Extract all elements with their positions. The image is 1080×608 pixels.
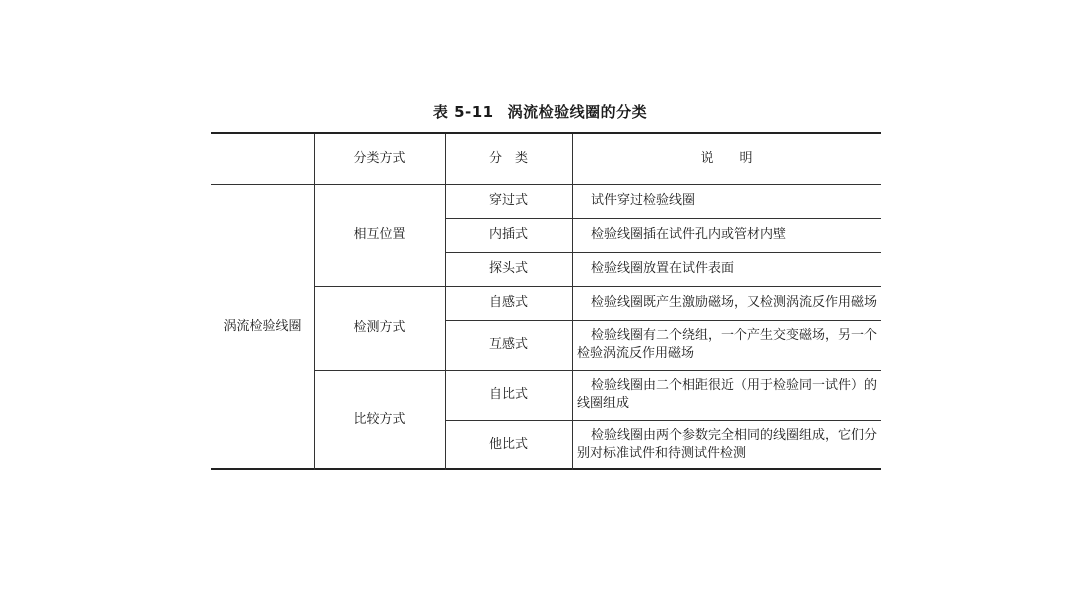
coil-classification-table: [211, 132, 881, 470]
description-cell: [573, 420, 881, 470]
method-cell: 检测方式: [353, 320, 406, 335]
header-blank: [211, 134, 314, 184]
header-type: 分 类: [488, 151, 528, 166]
description-text: 检验线圈放置在试件表面: [591, 261, 735, 276]
description-text: 检验线圈由两个参数完全相同的线圈组成，它们分别对标准试件和待测试件检测: [577, 428, 878, 461]
header-method: 分类方式: [353, 151, 406, 166]
table-caption: [0, 101, 1080, 122]
description-text: 检验线圈既产生激励磁场，又检测涡流反作用磁场: [591, 295, 878, 310]
method-cell: 相互位置: [353, 227, 406, 242]
description-cell: [573, 320, 881, 370]
type-cell: 自比式: [488, 387, 528, 402]
description-text: 检验线圈由二个相距很近（用于检验同一试件）的线圈组成: [577, 378, 878, 411]
row-label: 涡流检验线圈: [223, 319, 302, 334]
type-cell: 探头式: [488, 261, 528, 276]
type-cell: 他比式: [488, 437, 528, 452]
description-cell: [573, 286, 881, 320]
type-cell: 互感式: [488, 337, 528, 352]
description-cell: [573, 252, 881, 286]
description-cell: [573, 184, 881, 218]
description-text: 检验线圈有二个绕组，一个产生交变磁场，另一个检验涡流反作用磁场: [577, 328, 878, 361]
description-text: 试件穿过检验线圈: [591, 193, 696, 208]
description-text: 检验线圈插在试件孔内或管材内壁: [591, 227, 787, 242]
description-cell: [573, 218, 881, 252]
description-cell: [573, 370, 881, 420]
type-cell: 穿过式: [488, 193, 528, 208]
table-title: 涡流检验线圈的分类: [507, 103, 648, 121]
type-cell: 内插式: [488, 227, 528, 242]
table-number: 表 5-11: [432, 103, 494, 121]
method-cell: 比较方式: [353, 412, 406, 427]
type-cell: 自感式: [488, 295, 528, 310]
header-description: 说 明: [700, 151, 753, 166]
